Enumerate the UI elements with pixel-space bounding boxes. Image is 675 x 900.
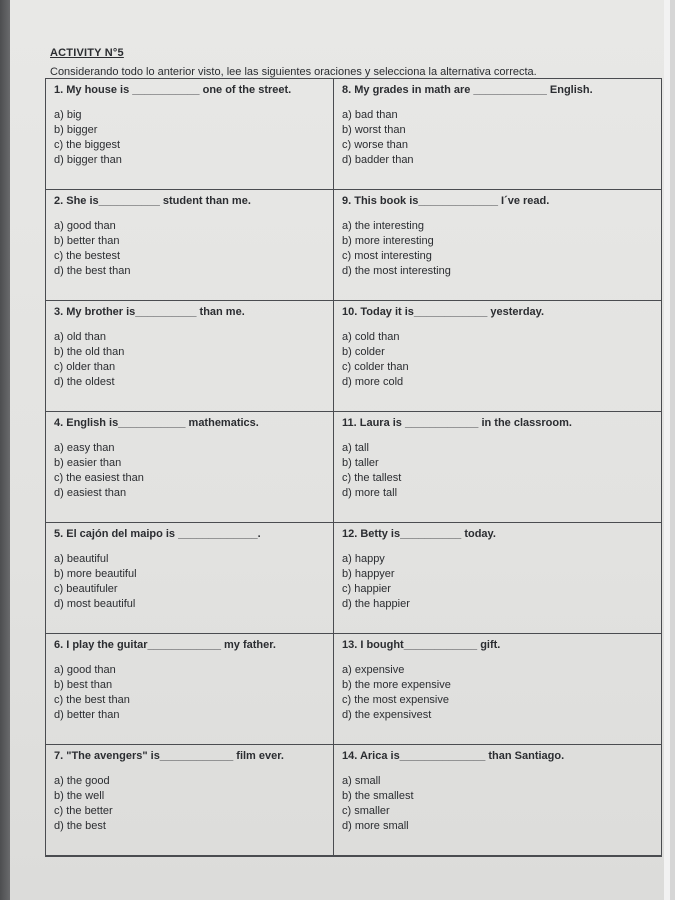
option[interactable]: d) the best bbox=[54, 820, 106, 832]
option[interactable]: b) easier than bbox=[54, 457, 122, 469]
option[interactable]: b) best than bbox=[54, 679, 113, 691]
option[interactable]: d) bigger than bbox=[54, 154, 122, 166]
option[interactable]: c) the most expensive bbox=[342, 694, 449, 706]
option[interactable]: a) good than bbox=[54, 664, 116, 676]
question-text: 10. Today it is____________ yesterday. bbox=[342, 306, 545, 318]
option[interactable]: c) smaller bbox=[342, 805, 390, 817]
question-cell bbox=[334, 301, 661, 412]
question-cell bbox=[46, 634, 334, 745]
question-text: 5. El cajón del maipo is _____________. bbox=[54, 528, 261, 540]
question-cell bbox=[334, 412, 661, 523]
option[interactable]: c) the bestest bbox=[54, 250, 121, 262]
question-text: 1. My house is ___________ one of the street. bbox=[54, 84, 292, 96]
option[interactable]: b) more beautiful bbox=[54, 568, 137, 580]
option[interactable]: a) the interesting bbox=[342, 220, 424, 232]
option[interactable]: b) the old than bbox=[54, 346, 125, 358]
questions-table bbox=[45, 78, 662, 857]
option[interactable]: d) more cold bbox=[342, 376, 404, 388]
option[interactable]: d) more tall bbox=[342, 487, 398, 499]
option[interactable]: b) happyer bbox=[342, 568, 395, 580]
option[interactable]: b) the well bbox=[54, 790, 105, 802]
option[interactable]: a) the good bbox=[54, 775, 110, 787]
option[interactable]: d) most beautiful bbox=[54, 598, 136, 610]
option[interactable]: a) tall bbox=[342, 442, 369, 454]
option[interactable]: d) badder than bbox=[342, 154, 414, 166]
option[interactable]: c) the better bbox=[54, 805, 113, 817]
option[interactable]: c) colder than bbox=[342, 361, 409, 373]
question-text: 12. Betty is__________ today. bbox=[342, 528, 496, 540]
question-cell bbox=[334, 634, 661, 745]
question-cell bbox=[46, 412, 334, 523]
option[interactable]: c) worse than bbox=[342, 139, 409, 151]
option[interactable]: d) the best than bbox=[54, 265, 131, 277]
activity-title: ACTIVITY N°5 bbox=[50, 47, 124, 59]
option[interactable]: c) the best than bbox=[54, 694, 130, 706]
option[interactable]: d) easiest than bbox=[54, 487, 127, 499]
option[interactable]: d) the expensivest bbox=[342, 709, 432, 721]
option[interactable]: a) beautiful bbox=[54, 553, 109, 565]
instruction-text: Considerando todo lo anterior visto, lee las siguientes oraciones y selecciona la alternativa correcta. bbox=[50, 66, 537, 78]
question-cell bbox=[46, 79, 334, 190]
option[interactable]: a) good than bbox=[54, 220, 116, 232]
question-text: 4. English is___________ mathematics. bbox=[54, 417, 259, 429]
option[interactable]: a) cold than bbox=[342, 331, 400, 343]
option[interactable]: d) better than bbox=[54, 709, 120, 721]
option[interactable]: a) old than bbox=[54, 331, 106, 343]
option[interactable]: b) the smallest bbox=[342, 790, 414, 802]
option[interactable]: a) easy than bbox=[54, 442, 115, 454]
option[interactable]: d) the most interesting bbox=[342, 265, 451, 277]
question-text: 2. She is__________ student than me. bbox=[54, 195, 251, 207]
option[interactable]: d) the oldest bbox=[54, 376, 115, 388]
question-cell bbox=[334, 190, 661, 301]
question-text: 13. I bought____________ gift. bbox=[342, 639, 501, 651]
option[interactable]: c) most interesting bbox=[342, 250, 432, 262]
question-text: 3. My brother is__________ than me. bbox=[54, 306, 245, 318]
option[interactable]: b) bigger bbox=[54, 124, 98, 136]
question-text: 8. My grades in math are ____________ English. bbox=[342, 84, 593, 96]
option[interactable]: b) better than bbox=[54, 235, 120, 247]
option[interactable]: b) colder bbox=[342, 346, 385, 358]
question-cell bbox=[334, 745, 661, 856]
option[interactable]: a) happy bbox=[342, 553, 385, 565]
question-text: 9. This book is_____________ I´ve read. bbox=[342, 195, 550, 207]
question-text: 7. "The avengers" is____________ film ever. bbox=[54, 750, 284, 762]
paper-edge bbox=[664, 0, 670, 900]
option[interactable]: c) beautifuler bbox=[54, 583, 118, 595]
option[interactable]: c) happier bbox=[342, 583, 391, 595]
option[interactable]: c) the easiest than bbox=[54, 472, 144, 484]
question-text: 6. I play the guitar____________ my father. bbox=[54, 639, 276, 651]
option[interactable]: c) the tallest bbox=[342, 472, 402, 484]
question-cell bbox=[46, 523, 334, 634]
option[interactable]: c) older than bbox=[54, 361, 116, 373]
question-cell bbox=[334, 523, 661, 634]
option[interactable]: b) more interesting bbox=[342, 235, 434, 247]
option[interactable]: a) big bbox=[54, 109, 82, 121]
option[interactable]: d) more small bbox=[342, 820, 409, 832]
worksheet-paper bbox=[10, 0, 670, 900]
question-cell bbox=[46, 301, 334, 412]
option[interactable]: b) worst than bbox=[342, 124, 406, 136]
option[interactable]: a) small bbox=[342, 775, 381, 787]
question-text: 14. Arica is______________ than Santiago. bbox=[342, 750, 565, 762]
question-cell bbox=[46, 190, 334, 301]
option[interactable]: d) the happier bbox=[342, 598, 410, 610]
option[interactable]: a) bad than bbox=[342, 109, 398, 121]
option[interactable]: c) the biggest bbox=[54, 139, 121, 151]
question-text: 11. Laura is ____________ in the classroom. bbox=[342, 417, 572, 429]
option[interactable]: b) taller bbox=[342, 457, 379, 469]
option[interactable]: b) the more expensive bbox=[342, 679, 451, 691]
option[interactable]: a) expensive bbox=[342, 664, 405, 676]
question-cell bbox=[46, 745, 334, 856]
question-cell bbox=[334, 79, 661, 190]
